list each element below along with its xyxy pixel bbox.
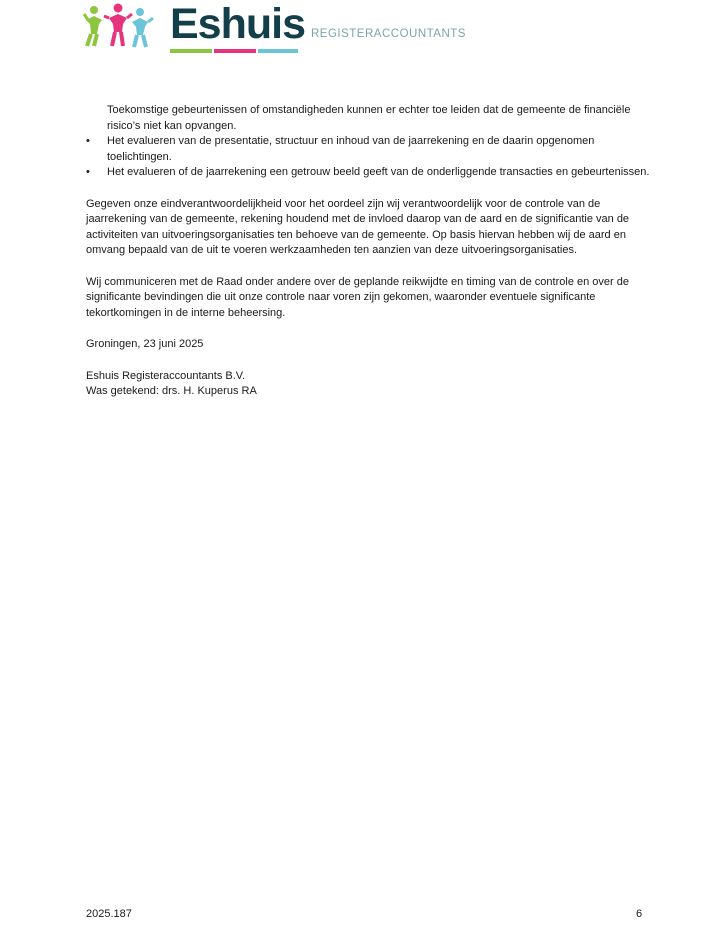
letterhead — [82, 0, 482, 60]
document-reference: 2025.187 — [86, 908, 132, 920]
list-item — [86, 134, 650, 165]
bullet-icon: • — [86, 135, 90, 147]
teal-bar — [258, 49, 298, 53]
bullet-list — [86, 134, 650, 181]
paragraph: Wij communiceren met de Raad onder andere over de geplande reikwijdte en timing van de controle en over de significante bevindingen die uit onze controle naar voren zijn gekomen, waaronder eventuele significante tekortkomingen in de interne beheersing. — [86, 275, 629, 319]
signer-firm: Eshuis Registeraccountants B.V. — [86, 369, 246, 382]
brand-color-bars — [170, 49, 298, 53]
brand-tagline: REGISTERACCOUNTANTS — [311, 28, 466, 40]
eshuis-logo-figures-icon — [82, 2, 154, 50]
signer-name: Was getekend: drs. H. Kuperus RA — [86, 385, 257, 397]
paragraph: Gegeven onze eindverantwoordelijkheid voor het oordeel zijn wij verantwoordelijk voor de controle van de jaarrekening van de gemeente, rekening houdend met de invloed daarop van de aard en de significantie van de activiteiten van uitvoeringsorganisaties ten behoeve van de gemeente. Op basis hiervan hebben wij de aard en omvang bepaald van de uit te voeren werkzaamheden ten aanzien van deze uitvoeringsorganisaties. — [86, 197, 630, 256]
list-item — [86, 165, 650, 181]
magenta-bar — [214, 49, 256, 53]
brand-name: Eshuis — [170, 0, 305, 48]
document-body — [86, 103, 650, 400]
place-date: Groningen, 23 juni 2025 — [86, 338, 204, 350]
green-bar — [170, 49, 212, 53]
continuation-text: Toekomstige gebeurtenissen of omstandigheden kunnen er echter toe leiden dat de gemeente de financiële risico’s niet kan opvangen. — [107, 104, 631, 132]
bullet-icon: • — [86, 166, 90, 178]
bullet-text: Het evalueren van de presentatie, structuur en inhoud van de jaarrekening en de daarin opgenomen toelichtingen. — [107, 135, 595, 163]
page-number: 6 — [636, 908, 643, 920]
bullet-text: Het evalueren of de jaarrekening een getrouw beeld geeft van de onderliggende transacties en gebeurtenissen. — [107, 166, 650, 178]
